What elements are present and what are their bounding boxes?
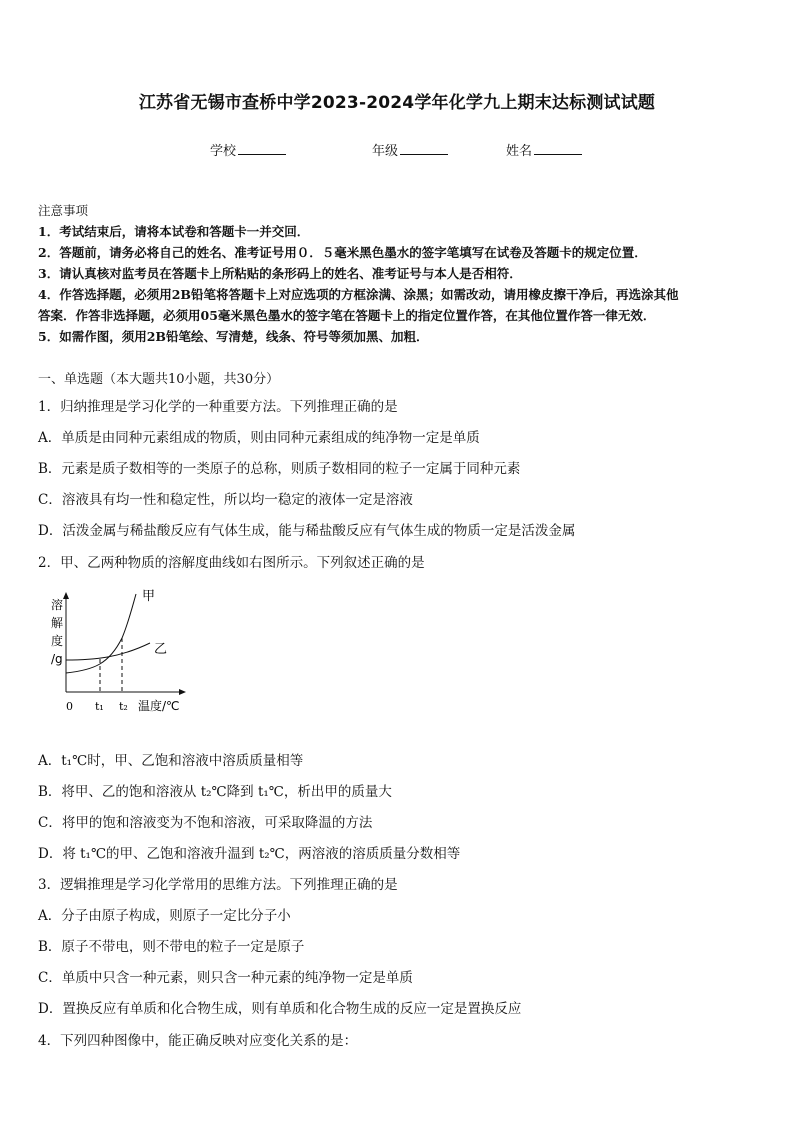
question-3-option-d[interactable]: D．置换反应有单质和化合物生成，则有单质和化合物生成的反应一定是置换反应 (38, 1001, 522, 1017)
question-2-option-b[interactable]: B．将甲、乙的饱和溶液从 t₂℃降到 t₁℃，析出甲的质量大 (38, 784, 392, 800)
question-1-option-c[interactable]: C．溶液具有均一性和稳定性，所以均一稳定的液体一定是溶液 (38, 492, 413, 508)
grade-field[interactable] (372, 140, 448, 159)
notice-item: 2．答题前，请务必将自己的姓名、准考证号用０．５毫米黑色墨水的签字笔填写在试卷及答题卡的规定位置． (38, 245, 647, 260)
question-2-option-c[interactable]: C．将甲的饱和溶液变为不饱和溶液，可采取降温的方法 (38, 815, 373, 831)
series-label-jia: 甲 (142, 589, 156, 604)
question-1-stem: 1．归纳推理是学习化学的一种重要方法。下列推理正确的是 (38, 399, 398, 415)
curve-jia (66, 594, 136, 673)
origin-label: 0 (66, 700, 73, 713)
page-title: 江苏省无锡市查桥中学2023-2024学年化学九上期末达标测试试题 (138, 93, 656, 113)
question-4-stem: 4．下列四种图像中，能正确反映对应变化关系的是： (38, 1033, 358, 1049)
notice-item: 3．请认真核对监考员在答题卡上所粘贴的条形码上的姓名、准考证号与本人是否相符． (38, 266, 522, 281)
notice-item: 4．作答选择题，必须用2B铅笔将答题卡上对应选项的方框涂满、涂黑；如需改动，请用橡皮擦干净后，再选涂其他 (38, 287, 679, 302)
question-3-option-c[interactable]: C．单质中只含一种元素，则只含一种元素的纯净物一定是单质 (38, 970, 413, 986)
notice-item: 5．如需作图，须用2B铅笔绘、写清楚，线条、符号等须加黑、加粗． (38, 329, 429, 344)
y-label-char: /g (51, 652, 63, 666)
name-label: 姓名 (506, 144, 533, 159)
notice-block (38, 200, 758, 347)
y-label-char: 解 (51, 616, 64, 630)
school-field[interactable] (210, 140, 286, 159)
school-label: 学校 (210, 144, 237, 159)
question-3-option-b[interactable]: B．原子不带电，则不带电的粒子一定是原子 (38, 939, 305, 955)
question-1-option-a[interactable]: A．单质是由同种元素组成的物质，则由同种元素组成的纯净物一定是单质 (38, 430, 480, 446)
question-1-option-d[interactable]: D．活泼金属与稀盐酸反应有气体生成，能与稀盐酸反应有气体生成的物质一定是活泼金属 (38, 523, 576, 539)
y-label-char: 溶 (51, 598, 64, 612)
school-blank[interactable] (238, 142, 286, 155)
x-axis-label: 温度/℃ (138, 699, 180, 713)
question-2-stem: 2．甲、乙两种物质的溶解度曲线如右图所示。下列叙述正确的是 (38, 555, 425, 571)
x-axis-arrow (179, 689, 186, 695)
question-3-stem: 3．逻辑推理是学习化学常用的思维方法。下列推理正确的是 (38, 877, 398, 893)
name-field[interactable] (506, 140, 582, 159)
series-label-yi: 乙 (154, 642, 168, 657)
t1-label: t₁ (95, 700, 104, 713)
name-blank[interactable] (534, 142, 582, 155)
solubility-curve-figure (44, 586, 204, 716)
grade-blank[interactable] (400, 142, 448, 155)
t2-label: t₂ (119, 700, 128, 713)
grade-label: 年级 (372, 144, 399, 159)
y-label-char: 度 (51, 634, 64, 648)
question-3-option-a[interactable]: A．分子由原子构成，则原子一定比分子小 (38, 908, 291, 924)
notice-item: 答案．作答非选择题，必须用05毫米黑色墨水的签字笔在答题卡上的指定位置作答，在其他位置作答一律无效． (38, 308, 656, 323)
question-2-option-a[interactable]: A．t₁℃时，甲、乙饱和溶液中溶质质量相等 (38, 753, 304, 769)
section-title: 一、单选题（本大题共10小题，共30分） (38, 372, 280, 387)
question-1-option-b[interactable]: B．元素是质子数相等的一类原子的总称，则质子数相同的粒子一定属于同种元素 (38, 461, 521, 477)
notice-item: 1．考试结束后，请将本试卷和答题卡一并交回． (38, 224, 310, 239)
y-axis-arrow (63, 592, 69, 599)
notice-heading: 注意事项 (38, 203, 89, 218)
question-2-option-d[interactable]: D．将 t₁℃的甲、乙饱和溶液升温到 t₂℃，两溶液的溶质质量分数相等 (38, 846, 461, 862)
